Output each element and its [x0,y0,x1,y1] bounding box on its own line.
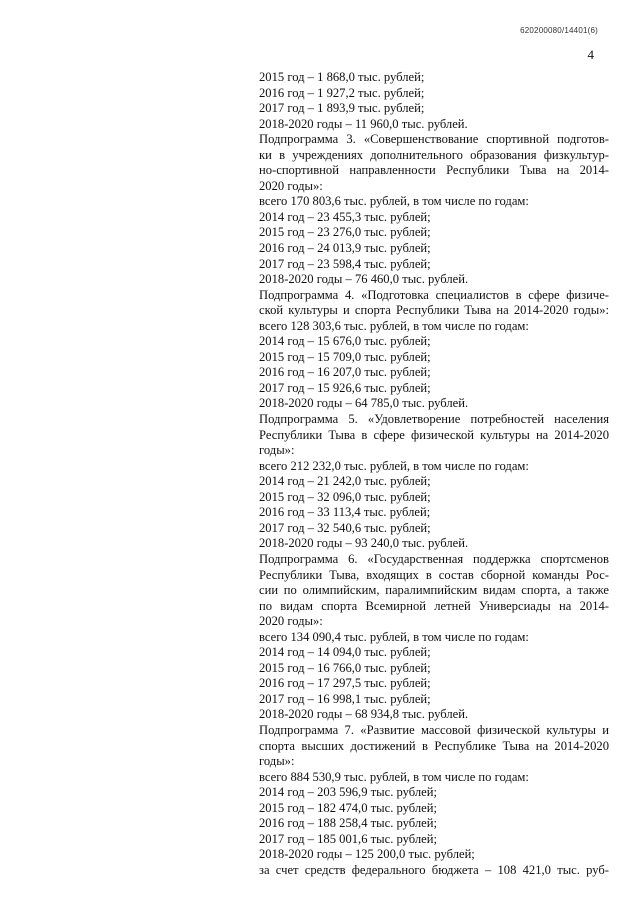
text-line: Подпрограмма 5. «Удовлетворение потребностей населения [259,412,609,427]
text-line: 2015 год – 23 276,0 тыс. рублей; [259,225,431,240]
text-line: 2015 год – 32 096,0 тыс. рублей; [259,489,431,504]
text-line: всего 134 090,4 тыс. рублей, в том числе по годам: [259,629,529,644]
text-line: но-спортивной направленности Республики Тыва на 2014- [259,163,609,178]
text-line: ской культуры и спорта Республики Тыва на 2014-2020 годы»: [259,303,609,318]
text-line: 2017 год – 23 598,4 тыс. рублей; [259,256,431,271]
text-line: 2016 год – 188 258,4 тыс. рублей; [259,816,437,831]
text-line: 2018-2020 годы – 68 934,8 тыс. рублей. [259,707,469,722]
page-number: 4 [587,47,594,62]
text-line: Подпрограмма 6. «Государственная поддержка спортсменов [259,551,609,566]
text-line: 2014 год – 15 676,0 тыс. рублей; [259,334,431,349]
text-line: 2015 год – 1 868,0 тыс. рублей; [259,70,425,84]
text-line: 2018-2020 годы – 76 460,0 тыс. рублей. [259,272,469,287]
document-id: 620200080/14401(6) [520,26,598,35]
text-line: 2015 год – 182 474,0 тыс. рублей; [259,800,437,815]
text-line: 2014 год – 14 094,0 тыс. рублей; [259,645,431,660]
text-line: 2016 год – 24 013,9 тыс. рублей; [259,241,431,256]
text-line: 2018-2020 годы – 11 960,0 тыс. рублей. [259,116,468,131]
text-line: 2016 год – 1 927,2 тыс. рублей; [259,85,425,100]
text-line: 2017 год – 185 001,6 тыс. рублей; [259,831,437,846]
text-line: всего 212 232,0 тыс. рублей, в том числе по годам: [259,458,529,473]
text-line: 2017 год – 32 540,6 тыс. рублей; [259,520,431,535]
text-line: Республики Тыва в сфере физической культуры на 2014-2020 [259,427,609,442]
text-line: 2016 год – 33 113,4 тыс. рублей; [259,505,431,520]
text-line: всего 170 803,6 тыс. рублей, в том числе по годам: [259,194,529,209]
text-line: 2016 год – 17 297,5 тыс. рублей; [259,676,431,691]
text-line: 2014 год – 23 455,3 тыс. рублей; [259,209,431,224]
text-line: 2018-2020 годы – 93 240,0 тыс. рублей. [259,536,469,551]
text-line: 2015 год – 16 766,0 тыс. рублей; [259,660,431,675]
text-line: 2016 год – 16 207,0 тыс. рублей; [259,365,431,380]
text-line: 2017 год – 16 998,1 тыс. рублей; [259,691,431,706]
text-line: Подпрограмма 4. «Подготовка специалистов в сфере физиче- [259,287,609,302]
text-line: 2018-2020 годы – 125 200,0 тыс. рублей; [259,847,475,862]
text-line: Республики Тыва, входящих в состав сборной команды Рос- [259,567,609,582]
text-line: Подпрограмма 3. «Совершенствование спортивной подготов- [259,132,609,147]
text-line: спорта высших достижений в Республике Тыва на 2014-2020 [259,738,609,753]
text-line: 2017 год – 15 926,6 тыс. рублей; [259,380,431,395]
text-line: годы»: [259,754,295,769]
text-line: ки в учреждениях дополнительного образования физкультур- [259,147,609,162]
text-line: 2014 год – 203 596,9 тыс. рублей; [259,785,437,800]
text-line: по видам спорта Всемирной летней Универсиады на 2014- [259,598,609,613]
text-line: за счет средств федерального бюджета – 108 421,0 тыс. руб- [259,862,609,877]
text-line: всего 884 530,9 тыс. рублей, в том числе по годам: [259,769,529,784]
text-line: годы»: [259,443,295,458]
text-line: Подпрограмма 7. «Развитие массовой физической культуры и [259,722,609,737]
text-line: 2017 год – 1 893,9 тыс. рублей; [259,101,425,116]
text-line: 2014 год – 21 242,0 тыс. рублей; [259,474,431,489]
document-body [259,70,609,878]
text-line: всего 128 303,6 тыс. рублей, в том числе по годам: [259,318,529,333]
text-line: 2018-2020 годы – 64 785,0 тыс. рублей. [259,396,469,411]
text-line: 2020 годы»: [259,178,323,193]
text-line: 2020 годы»: [259,614,323,629]
text-line: сии по олимпийским, паралимпийским видам спорта, а также [259,583,609,598]
text-line: 2015 год – 15 709,0 тыс. рублей; [259,349,431,364]
